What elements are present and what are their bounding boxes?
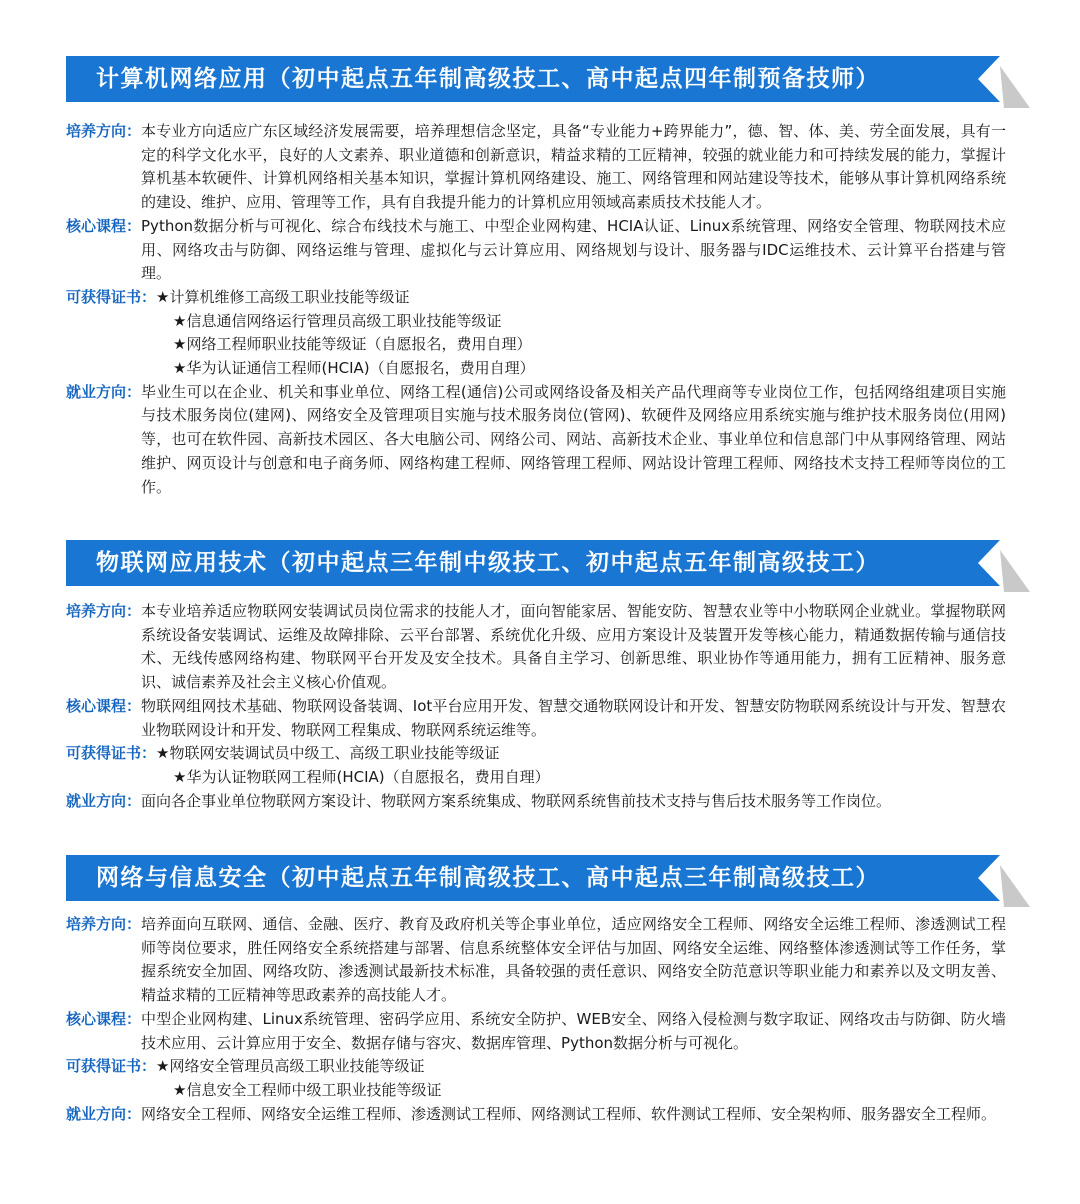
employment-direction <box>66 381 1006 500</box>
cert-item: ★网络工程师职业技能等级证（自愿报名，费用自理） <box>173 335 532 354</box>
section-title: 网络与信息安全（初中起点五年制高级技工、高中起点三年制高级技工） <box>96 865 880 891</box>
cert-label: 可获得证书： <box>66 1057 157 1076</box>
training-direction <box>66 913 1006 1008</box>
employment-direction <box>66 1103 1006 1127</box>
core-courses <box>66 215 1006 286</box>
cert-item: ★信息安全工程师中级工职业技能等级证 <box>173 1080 442 1099</box>
training-direction <box>66 120 1006 215</box>
core-text: 中型企业网构建、Linux系统管理、密码学应用、系统安全防护、WEB安全、网络入侵检测与数字取证、网络攻击与防御、防火墙技术应用、云计算应用于安全、数据存储与容灾、数据库管理、Python数据分析与可视化。 <box>141 1009 1006 1052</box>
core-courses <box>66 1008 1006 1055</box>
training-label: 培养方向： <box>66 915 142 933</box>
job-label: 就业方向： <box>66 382 142 401</box>
cert-item: ★华为认证通信工程师(HCIA)（自愿报名，费用自理） <box>173 359 535 378</box>
section-iot <box>0 540 1080 813</box>
cert-item: ★物联网安装调试员中级工、高级工职业技能等级证 <box>156 744 500 763</box>
section-title: 物联网应用技术（初中起点三年制中级技工、初中起点五年制高级技工） <box>96 550 880 576</box>
cert-item: ★华为认证物联网工程师(HCIA)（自愿报名，费用自理） <box>173 767 550 786</box>
core-text: Python数据分析与可视化、综合布线技术与施工、中型企业网构建、HCIA认证、Linux系统管理、网络安全管理、物联网技术应用、网络攻击与防御、网络运维与管理、虚拟化与云计算应用、网络规划与设计、服务器与IDC运维技术、云计算平台搭建与管理。 <box>141 216 1006 283</box>
job-text: 面向各企事业单位物联网方案设计、物联网方案系统集成、物联网系统售前技术支持与售后技术服务等工作岗位。 <box>141 791 892 810</box>
job-text: 网络安全工程师、网络安全运维工程师、渗透测试工程师、网络测试工程师、软件测试工程师、安全架构师、服务器安全工程师。 <box>141 1104 997 1123</box>
cert-item: ★网络安全管理员高级工职业技能等级证 <box>156 1057 425 1076</box>
core-label: 核心课程： <box>66 216 142 235</box>
section-banner <box>0 855 1080 907</box>
cert-item: ★信息通信网络运行管理员高级工职业技能等级证 <box>173 311 502 330</box>
core-label: 核心课程： <box>66 696 142 715</box>
cert-item: ★计算机维修工高级工职业技能等级证 <box>156 287 410 306</box>
cert-label: 可获得证书： <box>66 287 157 306</box>
job-text: 毕业生可以在企业、机关和事业单位、网络工程(通信)公司或网络设备及相关产品代理商等专业岗位工作，包括网络组建项目实施与技术服务岗位(建网)、网络安全及管理项目实施与技术服务岗位(管网)、软硬件及网络应用系统实施与维护技术服务岗位(用网)等，也可在软件园、高新技术园区、各大电脑公司、网络公司、网站、高新技术企业、事业单位和信息部门中从事网络管理、网站维护、网页设计与创意和电子商务师、网络构建工程师、网络管理工程师、网站设计管理工程师、网络技术支持工程师等岗位的工作。 <box>141 382 1006 496</box>
cert-label: 可获得证书： <box>66 744 157 763</box>
core-label: 核心课程： <box>66 1009 142 1028</box>
core-courses <box>66 695 1006 742</box>
section-computer-network <box>0 56 1080 499</box>
section-network-security <box>0 855 1080 1126</box>
certificates <box>66 742 1006 789</box>
section-title: 计算机网络应用（初中起点五年制高级技工、高中起点四年制预备技师） <box>96 66 880 92</box>
certificates <box>66 286 1006 381</box>
section-banner <box>0 540 1080 592</box>
section-banner <box>0 56 1080 108</box>
training-direction <box>66 600 1006 695</box>
certificates <box>66 1055 1006 1102</box>
job-label: 就业方向： <box>66 1104 142 1123</box>
training-label: 培养方向： <box>66 122 142 140</box>
training-text: 本专业方向适应广东区域经济发展需要，培养理想信念坚定，具备“专业能力+跨界能力”，德、智、体、美、劳全面发展，具有一定的科学文化水平，良好的人文素养、职业道德和创新意识，精益求精的工匠精神，较强的就业能力和可持续发展的能力，掌握计算机基本软硬件、计算机网络相关基本知识，掌握计算机网络建设、施工、网络管理和网站建设等技术，能够从事计算机网络系统的建设、维护、应用、管理等工作，具有自我提升能力的计算机应用领域高素质技术技能人才。 <box>141 122 1006 212</box>
core-text: 物联网组网技术基础、物联网设备装调、Iot平台应用开发、智慧交通物联网设计和开发、智慧安防物联网系统设计与开发、智慧农业物联网设计和开发、物联网工程集成、物联网系统运维等。 <box>141 696 1006 739</box>
job-label: 就业方向： <box>66 791 142 810</box>
training-text: 培养面向互联网、通信、金融、医疗、教育及政府机关等企事业单位，适应网络安全工程师、网络安全运维工程师、渗透测试工程师等岗位要求，胜任网络安全系统搭建与部署、信息系统整体安全评估与加固、网络安全运维、网络整体渗透测试等工作任务，掌握系统安全加固、网络攻防、渗透测试最新技术标准，具备较强的责任意识、网络安全防范意识等职业能力和素养以及文明友善、精益求精的工匠精神等思政素养的高技能人才。 <box>141 915 1006 1005</box>
training-label: 培养方向： <box>66 602 142 620</box>
employment-direction <box>66 790 1006 814</box>
training-text: 本专业培养适应物联网安装调试员岗位需求的技能人才，面向智能家居、智能安防、智慧农业等中小物联网企业就业。掌握物联网系统设备安装调试、运维及故障排除、云平台部署、系统优化升级、应用方案设计及装置开发等核心能力，精通数据传输与通信技术、无线传感网络构建、物联网平台开发及安全技术。具备自主学习、创新思维、职业协作等通用能力，拥有工匠精神、服务意识、诚信素养及社会主义核心价值观。 <box>141 602 1006 692</box>
